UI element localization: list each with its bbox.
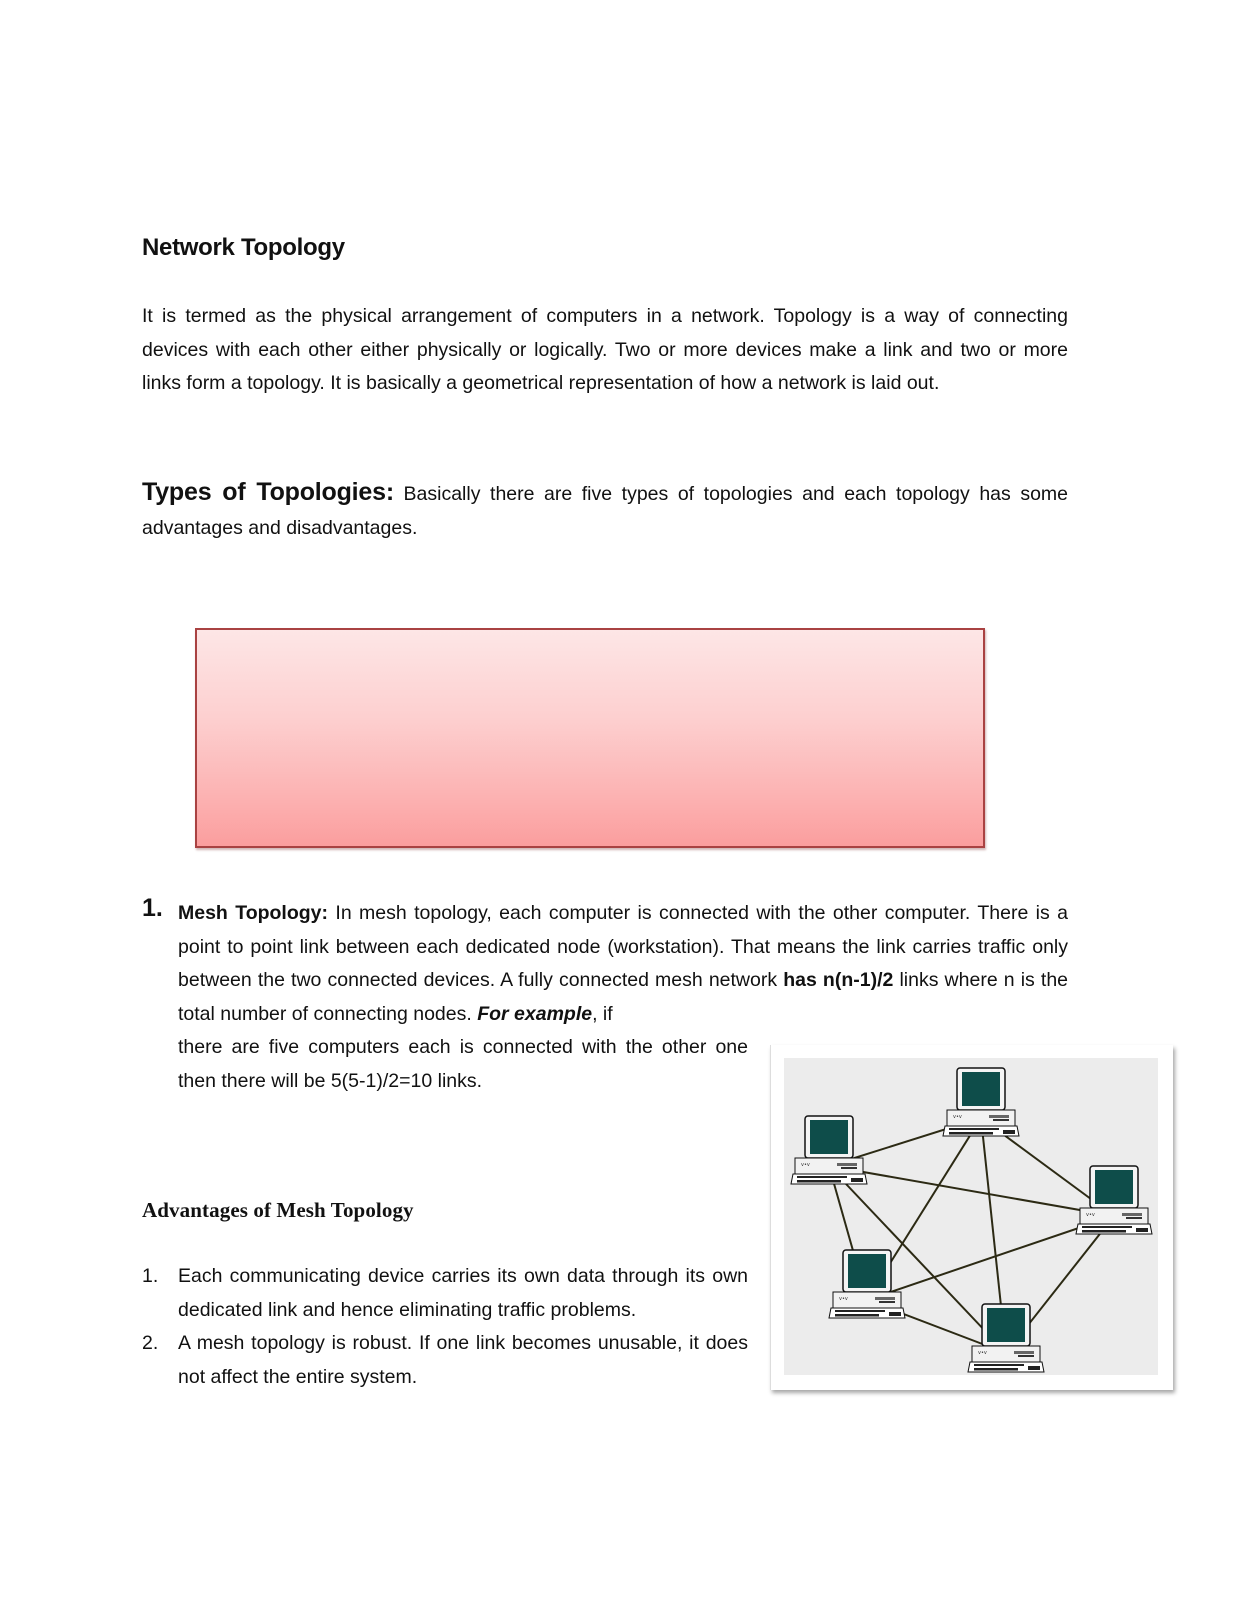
mesh-text-1: In mesh topology, each computer is connected with the other computer. There is a point to point link between each dedicated node (workstation). That means the link carries traffic only between the two connected devices. A fully connected mesh network — [178, 902, 1068, 991]
mesh-continuation: there are five computers each is connected with the other one then there will be 5(5-1)/2=10 links. — [178, 1036, 748, 1092]
mesh-paragraph — [178, 897, 1068, 1031]
types-paragraph — [142, 476, 1068, 545]
advantage-item — [142, 1260, 748, 1327]
mesh-network-illustration: v•v — [784, 1058, 1158, 1375]
types-text: Basically there are five types of topologies and each topology has some advantages and disadvantages. — [142, 483, 1069, 539]
advantage-number: 1. — [142, 1265, 159, 1287]
advantage-text: Each communicating device carries its own data through its own dedicated link and hence eliminating traffic problems. — [178, 1265, 748, 1321]
mesh-section-number: 1. — [142, 894, 163, 922]
advantage-number: 2. — [142, 1332, 159, 1354]
computer-icon — [829, 1250, 905, 1318]
advantages-list — [142, 1260, 748, 1394]
computer-icon — [1076, 1166, 1152, 1234]
topology-diagram-box — [195, 628, 985, 848]
mesh-text-2: links where n is the total number of connecting nodes. — [178, 969, 1069, 1025]
mesh-diagram — [756, 1058, 1158, 1375]
mesh-formula: has n(n-1)/2 — [783, 969, 894, 991]
advantages-heading: Advantages of Mesh Topology — [142, 1198, 414, 1222]
computer-icon — [943, 1068, 1019, 1136]
mesh-heading: Mesh Topology: — [178, 902, 329, 924]
page-title: Network Topology — [142, 234, 345, 261]
mesh-text-3: , if — [592, 1002, 613, 1025]
computer-icon — [968, 1304, 1044, 1372]
advantage-item — [142, 1327, 748, 1394]
advantage-text: A mesh topology is robust. If one link becomes unusable, it does not affect the entire system. — [178, 1332, 748, 1388]
types-heading: Types of Topologies: — [142, 478, 394, 506]
mesh-topology-figure — [756, 1045, 1173, 1390]
intro-paragraph: It is termed as the physical arrangement of computers in a network. Topology is a way of connecting devices with each other either physically or logically. Two or more devices make a link and two or more links form a topology. It is basically a geometrical representation of how a network is laid out. — [142, 305, 1068, 394]
example-label: For example — [477, 1002, 593, 1025]
computer-icon — [791, 1116, 867, 1184]
